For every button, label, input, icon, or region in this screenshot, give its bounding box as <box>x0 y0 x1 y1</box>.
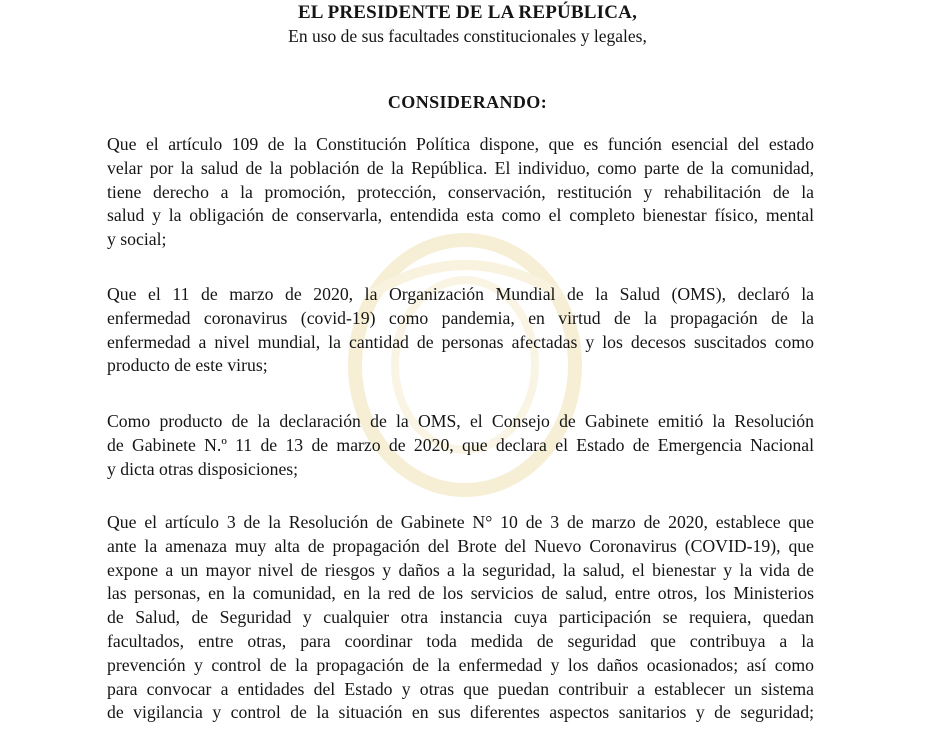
paragraph-line: Como producto de la declaración de la OMS, el Consejo de Gabinete emitió la Resolución <box>107 411 814 431</box>
paragraph-resolucion-11 <box>107 410 814 481</box>
paragraph-resolucion-10-article-3 <box>107 511 814 725</box>
decree-authority-title: EL PRESIDENTE DE LA REPÚBLICA, <box>297 2 638 23</box>
paragraph-line: salud y la obligación de conservarla, entendida esta como el completo bienestar físico, mental <box>107 205 814 226</box>
paragraph-line: Que el 11 de marzo de 2020, la Organización Mundial de la Salud (OMS), declaró la <box>107 284 814 304</box>
decree-authority-subtitle: En uso de sus facultades constitucionales y legales, <box>288 26 647 46</box>
paragraph-article-109 <box>107 133 814 252</box>
paragraph-line: expone a un mayor nivel de riesgos y daños a la seguridad, la salud, el bienestar y la vida de <box>107 559 814 580</box>
paragraph-line: para convocar a entidades del Estado y otras que puedan contribuir a establecer un sistema <box>107 678 814 699</box>
paragraph-line: y social; <box>107 229 167 250</box>
paragraph-line: las personas, en la comunidad, en la red de los servicios de salud, entre otros, los Ministerios <box>107 583 814 604</box>
paragraph-line: facultados, entre otras, para coordinar toda medida de seguridad que contribuya a la <box>107 630 814 651</box>
considerando-heading: CONSIDERANDO: <box>387 92 548 112</box>
paragraph-line: prevención y control de la propagación de la enfermedad y los daños ocasionados; así como <box>107 654 814 675</box>
paragraph-line: enfermedad coronavirus (covid-19) como pandemia, en virtud de la propagación de la <box>107 307 814 328</box>
paragraph-line: de Gabinete N.º 11 de 13 de marzo de 2020, que declara el Estado de Emergencia Nacional <box>107 434 814 455</box>
paragraph-line: de Salud, de Seguridad y cualquier otra instancia cuya participación se requiera, quedan <box>107 607 814 628</box>
paragraph-line: de vigilancia y control de la situación en sus diferentes aspectos sanitarios y de seguridad; <box>107 702 814 723</box>
paragraph-line: producto de este virus; <box>107 355 268 376</box>
paragraph-line: ante la amenaza muy alta de propagación del Brote del Nuevo Coronavirus (COVID-19), que <box>107 535 814 556</box>
paragraph-line: Que el artículo 3 de la Resolución de Gabinete N° 10 de 3 de marzo de 2020, establece que <box>107 512 814 532</box>
paragraph-line: y dicta otras disposiciones; <box>107 458 299 479</box>
paragraph-line: velar por la salud de la población de la República. El individuo, como parte de la comunidad, <box>107 157 814 178</box>
paragraph-oms-pandemic <box>107 283 814 378</box>
paragraph-line: Que el artículo 109 de la Constitución Política dispone, que es función esencial del estado <box>107 134 814 154</box>
paragraph-line: enfermedad a nivel mundial, la cantidad de personas afectadas y los decesos suscitados como <box>107 331 814 352</box>
paragraph-line: tiene derecho a la promoción, protección, conservación, restitución y rehabilitación de la <box>107 181 814 202</box>
